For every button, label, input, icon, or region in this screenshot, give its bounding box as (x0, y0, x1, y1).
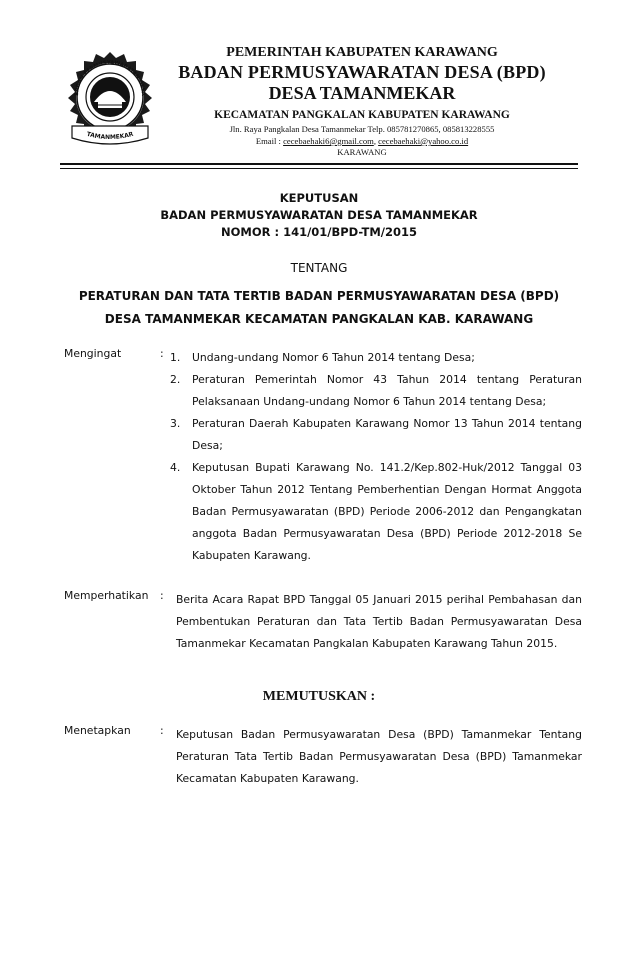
list-item-text: Keputusan Bupati Karawang No. 141.2/Kep.802-Huk/2012 Tanggal 03 Oktober Tahun 2012 Tentang Pemberhentian Dengan Hormat Anggota Badan Permusyawaratan (BPD) Periode 2006-2012 dan Pengangkatan anggota Badan Permusyawaratan Desa (BPD) Periode 2012-2018 Se Kabupaten Karawang. (192, 461, 582, 562)
email-link-gmail[interactable]: cecebaehaki6@gmail.com (283, 136, 374, 146)
list-item-number: 3. (170, 417, 181, 430)
letterhead-divider-thin (60, 168, 578, 169)
seal-ring-text: BADAN PERMUSYAWARATAN DESA (73, 59, 147, 97)
bpd-seal-logo (64, 50, 156, 154)
section-content (170, 347, 582, 567)
decree-number: NOMOR : 141/01/BPD-TM/2015 (220, 225, 418, 239)
memutuskan-heading: MEMUTUSKAN : (262, 689, 376, 704)
list-item (170, 413, 582, 457)
list-item (170, 369, 582, 413)
list-item-number: 4. (170, 461, 181, 474)
decree-subject-line1: PERATURAN DAN TATA TERTIB BADAN PERMUSYAWARATAN DESA (BPD) (78, 289, 560, 303)
mengingat-list (170, 347, 582, 567)
letterhead-divider-thick (60, 163, 578, 165)
section-colon: : (160, 589, 164, 602)
letterhead-address: Jln. Raya Pangkalan Desa Tamanmekar Telp. 085781270865, 085813228555 (229, 124, 495, 134)
letterhead-city: KARAWANG (337, 147, 387, 157)
list-item (170, 457, 582, 567)
list-item-text: Peraturan Pemerintah Nomor 43 Tahun 2014 tentang Peraturan Pelaksanaan Undang-undang Nomor 6 Tahun 2014 tentang Desa; (192, 373, 582, 408)
section-label: Mengingat (64, 347, 122, 360)
list-item-number: 2. (170, 373, 181, 386)
decree-title-line2: BADAN PERMUSYAWARATAN DESA TAMANMEKAR (160, 208, 478, 222)
letterhead-district: KECAMATAN PANGKALAN KABUPATEN KARAWANG (214, 109, 510, 121)
section-label: Menetapkan (64, 724, 131, 737)
section-content: Keputusan Badan Permusyawaratan Desa (BPD) Tamanmekar Tentang Peraturan Tata Tertib Badan Permusyawaratan Desa (BPD) Tamanmekar Kecamatan Kabupaten Karawang. (176, 728, 582, 785)
tentang-heading: TENTANG (290, 261, 348, 275)
letterhead (160, 44, 564, 158)
decree-subject (0, 285, 638, 331)
list-item-number: 1. (170, 351, 181, 364)
email-separator: , (373, 136, 376, 146)
list-item (170, 347, 582, 369)
list-item-text: Undang-undang Nomor 6 Tahun 2014 tentang Desa; (192, 351, 475, 364)
letterhead-village: DESA TAMANMEKAR (268, 83, 456, 103)
email-prefix: Email : (255, 136, 281, 146)
decree-subject-line2: DESA TAMANMEKAR KECAMATAN PANGKALAN KAB. KARAWANG (104, 312, 534, 326)
list-item-text: Peraturan Daerah Kabupaten Karawang Nomor 13 Tahun 2014 tentang Desa; (192, 417, 582, 452)
letterhead-government: PEMERINTAH KABUPATEN KARAWANG (226, 45, 498, 60)
letterhead-email (160, 135, 564, 147)
decree-title-line1: KEPUTUSAN (279, 191, 359, 205)
section-colon: : (160, 724, 164, 737)
email-link-yahoo[interactable]: cecebaehaki@yahoo.co.id (378, 136, 469, 146)
letterhead-institution: BADAN PERMUSYAWARATAN DESA (BPD) (178, 62, 546, 82)
seal-banner-text: TAMANMEKAR (85, 130, 135, 142)
section-colon: : (160, 347, 164, 360)
section-content: Berita Acara Rapat BPD Tanggal 05 Januari 2015 perihal Pembahasan dan Pembentukan Peraturan dan Tata Tertib Badan Permusyawaratan Desa Tamanmekar Kecamatan Pangkalan Kabupaten Karawang Tahun 2015. (176, 593, 582, 650)
section-label: Memperhatikan (64, 589, 149, 602)
decree-title (0, 190, 638, 241)
